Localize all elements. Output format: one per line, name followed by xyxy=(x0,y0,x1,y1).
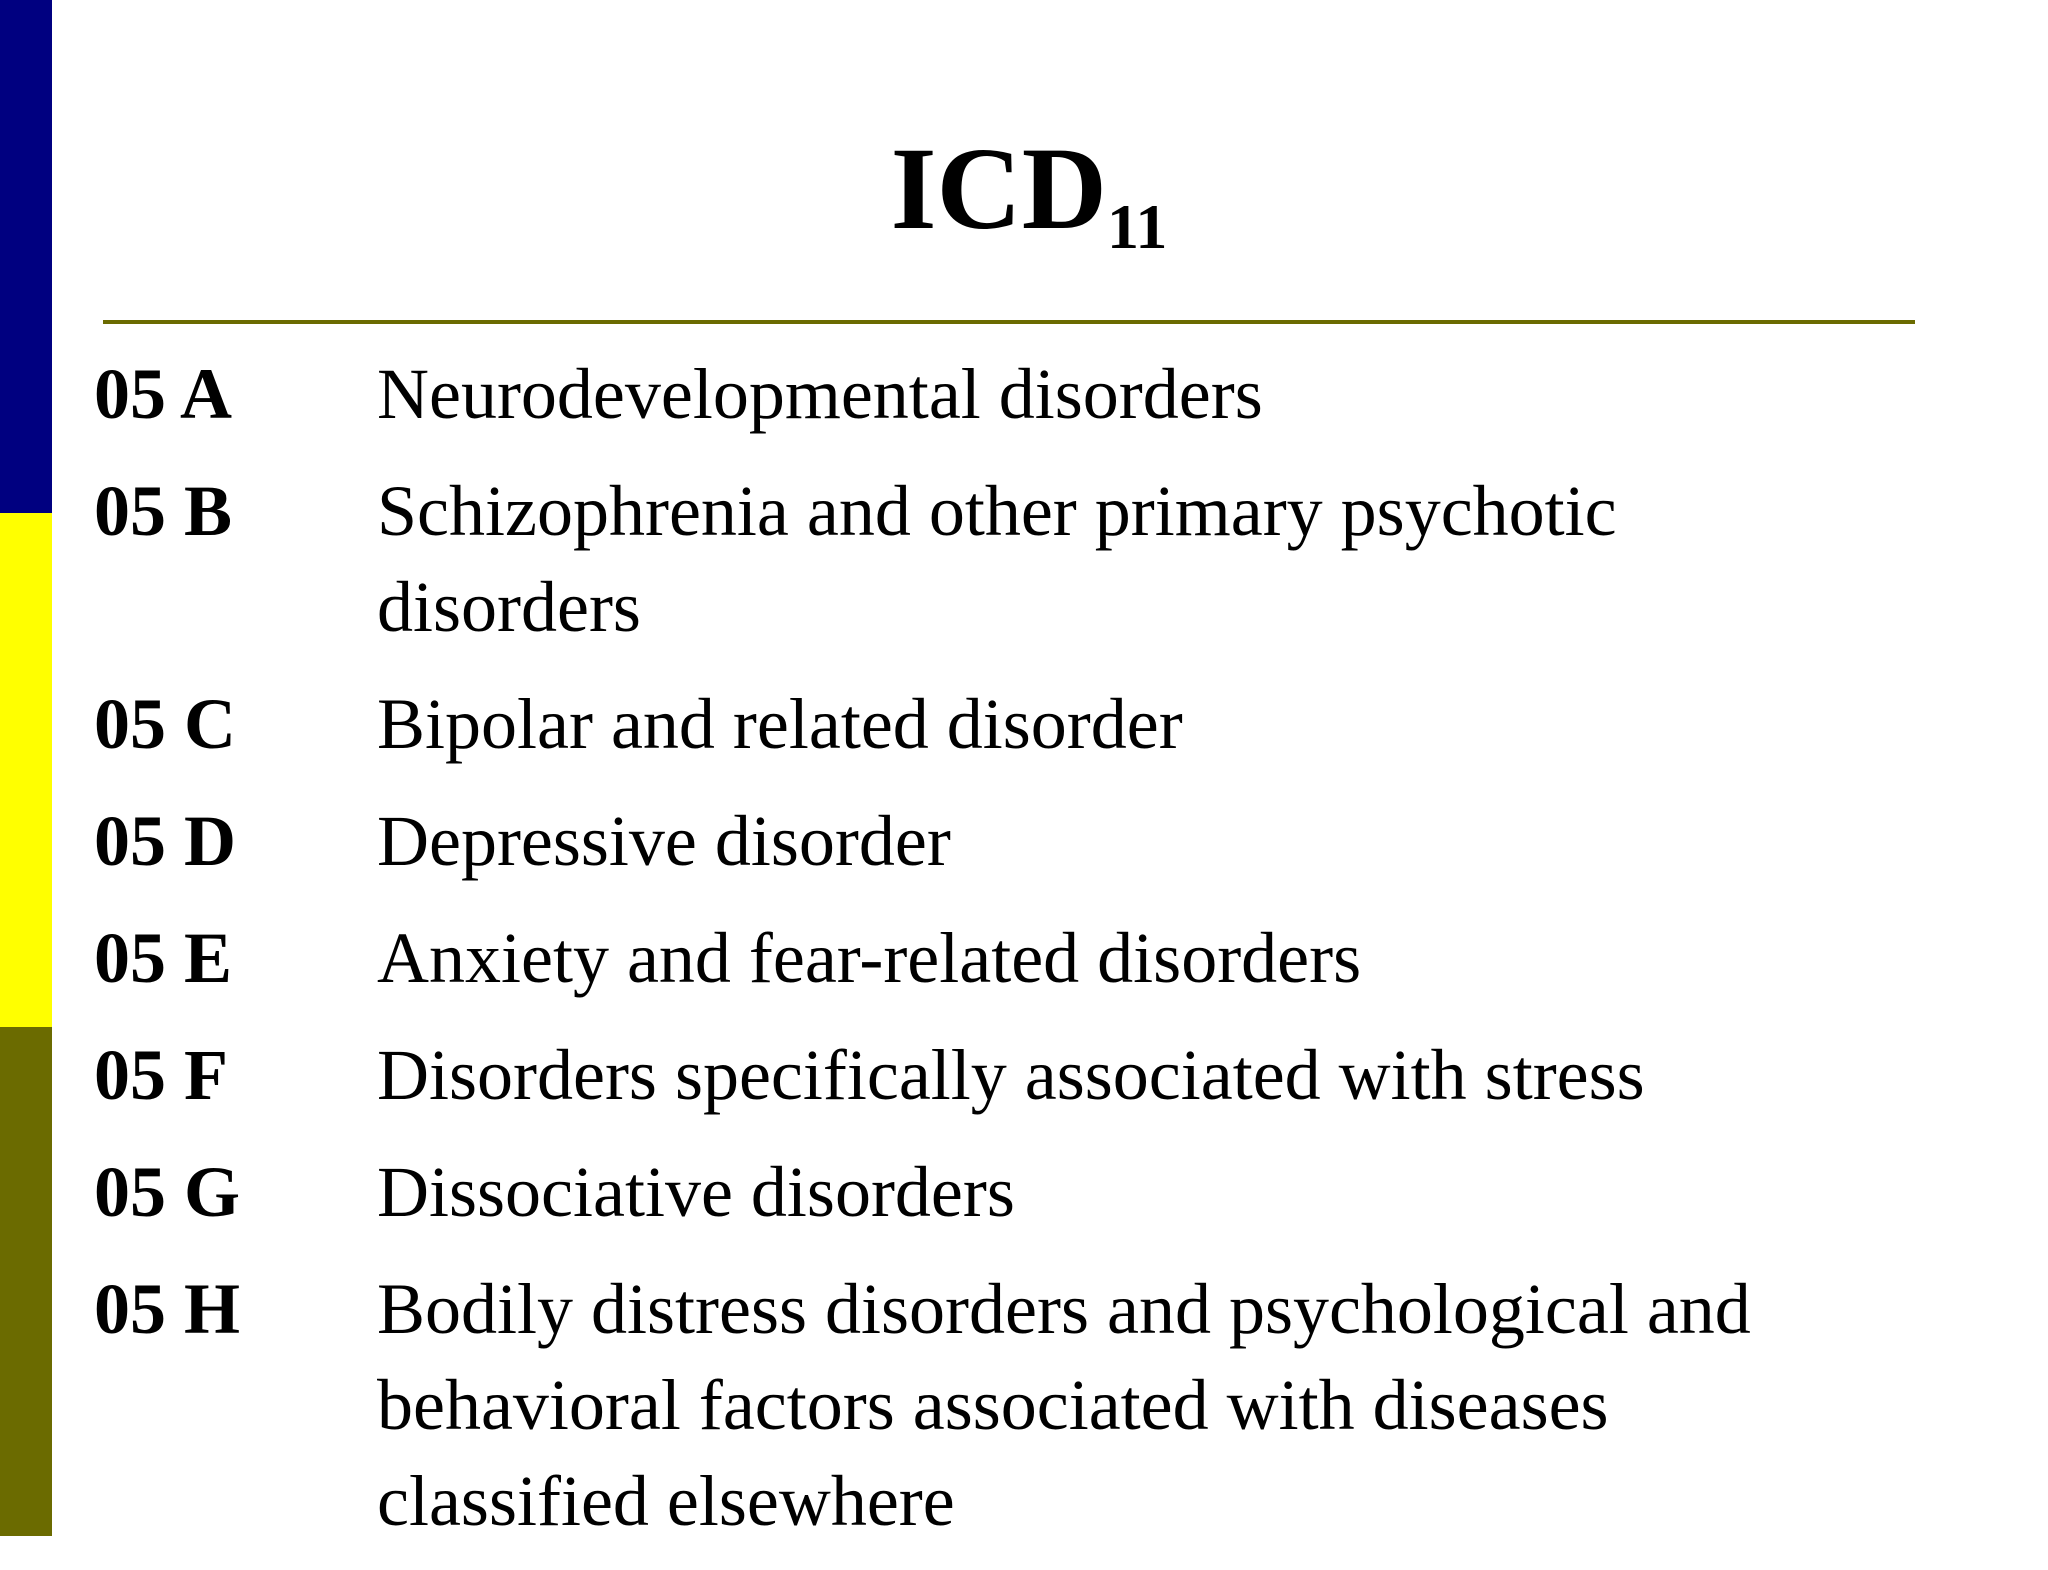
category-code: 05 C xyxy=(94,684,236,764)
category-description: Depressive disorder xyxy=(377,801,951,881)
category-description: Dissociative disorders xyxy=(377,1152,1015,1232)
accent-bar-navy xyxy=(0,0,52,513)
category-description: Disorders specifically associated with stress xyxy=(377,1035,1645,1115)
accent-bar-olive xyxy=(0,1027,52,1536)
category-description: Neurodevelopmental disorders xyxy=(377,354,1263,434)
accent-bar-yellow xyxy=(0,513,52,1027)
category-code: 05 H xyxy=(94,1269,241,1349)
category-description: Bipolar and related disorder xyxy=(377,684,1183,764)
title-divider xyxy=(103,320,1915,324)
slide-title-text: ICD xyxy=(890,123,1107,254)
list-item xyxy=(94,910,1954,1006)
list-item xyxy=(94,1027,1954,1123)
list-item xyxy=(94,793,1954,889)
category-code: 05 G xyxy=(94,1152,241,1232)
icd-chapter-list xyxy=(94,346,1954,1570)
category-description: Schizophrenia and other primary psychotic disorders xyxy=(377,471,1617,647)
category-code: 05 B xyxy=(94,471,233,551)
category-code: 05 D xyxy=(94,801,236,881)
slide-title xyxy=(0,123,2048,262)
list-item xyxy=(94,346,1954,442)
category-description: Bodily distress disorders and psychological and behavioral factors associated with diseases classified elsewhere xyxy=(377,1269,1751,1541)
category-code: 05 A xyxy=(94,354,233,434)
list-item xyxy=(94,676,1954,772)
list-item xyxy=(94,463,1954,655)
list-item xyxy=(94,1261,1954,1549)
category-code: 05 F xyxy=(94,1035,228,1115)
category-code: 05 E xyxy=(94,918,233,998)
slide-title-subscript: 11 xyxy=(1106,191,1168,262)
list-item xyxy=(94,1144,1954,1240)
category-description: Anxiety and fear-related disorders xyxy=(377,918,1362,998)
